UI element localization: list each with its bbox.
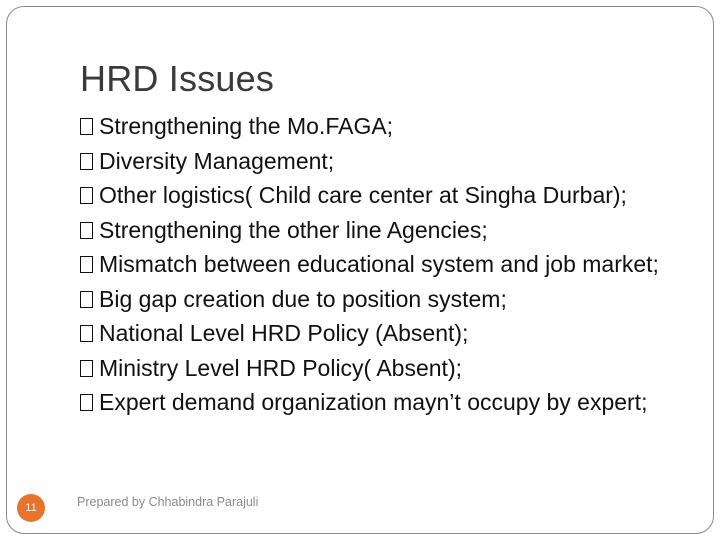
bullet-list — [80, 109, 680, 420]
bullet-item — [80, 144, 680, 179]
bullet-text: Strengthening the other line Agencies; — [99, 216, 488, 243]
footer-credit: Prepared by Chhabindra Parajuli — [77, 495, 259, 509]
bullet-item — [80, 213, 680, 248]
bullet-text: Mismatch between educational system and job market; — [99, 251, 659, 277]
bullet-box-icon — [80, 394, 93, 411]
bullet-item — [80, 178, 680, 213]
bullet-text: Other logistics( Child care center at Singha Durbar); — [99, 182, 627, 208]
bullet-item — [80, 247, 680, 282]
bullet-item — [80, 351, 680, 386]
bullet-box-icon — [80, 222, 93, 239]
bullet-item — [80, 282, 680, 317]
bullet-item — [80, 385, 680, 420]
bullet-text: Diversity Management; — [99, 147, 335, 174]
bullet-box-icon — [80, 256, 93, 273]
bullet-box-icon — [80, 118, 93, 135]
slide-title: HRD Issues — [80, 58, 275, 99]
slide-number-badge: 11 — [17, 494, 45, 522]
bullet-text: National Level HRD Policy (Absent); — [99, 320, 469, 346]
bullet-box-icon — [80, 187, 93, 204]
bullet-box-icon — [80, 153, 93, 170]
bullet-text: Ministry Level HRD Policy( Absent); — [99, 354, 462, 381]
bullet-box-icon — [80, 325, 93, 342]
bullet-box-icon — [80, 360, 93, 377]
bullet-text: Expert demand organization mayn’t occupy by expert; — [99, 389, 648, 415]
bullet-item — [80, 316, 680, 351]
bullet-box-icon — [80, 291, 93, 308]
bullet-text: Big gap creation due to position system; — [99, 285, 507, 312]
bullet-item — [80, 109, 680, 144]
bullet-text: Strengthening the Mo.FAGA; — [99, 113, 394, 139]
